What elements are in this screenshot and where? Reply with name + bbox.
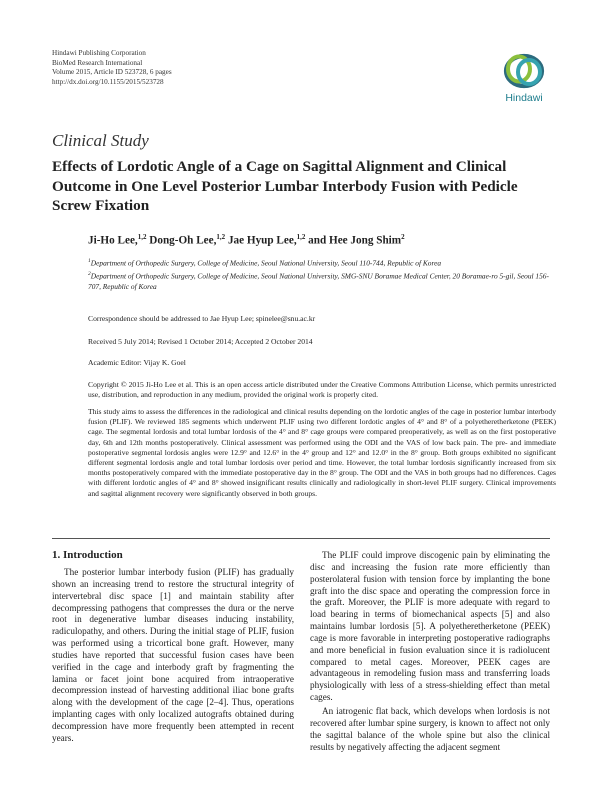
- paragraph: The posterior lumbar interbody fusion (PLIF) has gradually shown an increasing trend to restore the structural integrity of intervertebral disc space [1] and maintain stability after decompressing pathogens that compresses the dura or the nerve root in degenerative lumbar diseases inducing instability, radiculopathy, and others. During the initial stage of PLIF, fusion was performed using a tricortical bone graft. However, many studies have reported that successful fusion cases have been verified in the cage and interbody graft by fragmenting the lamina or facet joint bone acquired from intraoperative decompression instead of harvesting additional iliac bone grafts along with the development of the cage [2–4]. Thus, operations implanting cages with only localized autografts obtained during decompression have more frequently been attempted in recent years.: [52, 567, 294, 743]
- affiliation-text: Department of Orthopedic Surgery, College of Medicine, Seoul National University, SMG-SNU Boramae Medical Center, 20 Boramae-ro 5-gil, Seoul 156-707, Republic of Korea: [88, 271, 549, 292]
- author-name: Jae Hyup Lee,: [227, 234, 297, 247]
- affiliation-sup: 1: [88, 258, 91, 264]
- article-title: Effects of Lordotic Angle of a Cage on Sagittal Alignment and Clinical Outcome in One Level Posterior Lumbar Interbody Fusion with Pedicle Screw Fixation: [52, 158, 518, 214]
- author-affil-sup: 1,2: [137, 233, 147, 241]
- logo-text: Hindawi: [505, 92, 543, 104]
- affiliation-sup: 2: [88, 271, 91, 278]
- author-name: Dong-Oh Lee,: [149, 234, 217, 247]
- affiliation-2: [88, 269, 558, 293]
- article-type: Clinical Study: [52, 131, 149, 150]
- author-name: and Hee Jong Shim: [308, 234, 402, 247]
- author-affil-sup: 2: [401, 233, 405, 241]
- section-divider: [52, 538, 550, 539]
- right-column: [310, 550, 550, 753]
- journal-name: BioMed Research International: [52, 58, 143, 67]
- volume-info: Volume 2015, Article ID 523728, 6 pages: [52, 68, 172, 77]
- left-column: [52, 567, 294, 745]
- affiliations: [88, 256, 558, 293]
- paragraph: An iatrogenic flat back, which develops when lordosis is not recovered after lumbar spine surgery, is known to affect not only the sagittal balance of the whole spine but also the clinical results by negatively affecting the adjacent segment: [310, 705, 550, 752]
- author-affil-sup: 1,2: [296, 233, 306, 241]
- affiliation-text: Department of Orthopedic Surgery, College of Medicine, Seoul National University, Seoul 110-744, Republic of Korea: [90, 258, 442, 268]
- abstract: This study aims to assess the differences in the radiological and clinical results depending on the lordotic angles of the cage in posterior lumbar interbody fusion (PLIF). We reviewed 185 segments which underwent PLIF using two different lordotic angles of 4° and 8° of a polyetheretherketone (PEEK) cage. The segmental lordosis and total lumbar lordosis of the 4° and 8° cage groups were compared preoperatively, as well as on the first postoperative day, 6th and 12th months postoperatively. Clinical assessment was performed using the ODI and the VAS of low back pain. The pre- and immediate postoperative segmental lordosis angles were 12.9° and 12.6° in the 4° group and 12° and 12.0° in the 8° group. Both groups exhibited no significant different segmental lordosis angle and total lumbar lordosis over period and time. However, the total lumbar lordosis significantly increased from six months postoperatively compared with the immediate postoperative day in the 8° group. The ODI and the VAS in both groups had no differences. Cages with different lordotic angles of 4° and 8° showed insignificant results clinically and radiologically in short-level PLIF surgery. Clinical improvements and sagittal alignment recovery were significantly observed in both groups.: [88, 407, 556, 498]
- correspondence: Correspondence should be addressed to Jae Hyup Lee; spinelee@snu.ac.kr: [88, 314, 316, 323]
- academic-editor: Academic Editor: Vijay K. Goel: [88, 358, 186, 367]
- section-heading: 1. Introduction: [52, 549, 123, 561]
- journal-header: [52, 49, 172, 87]
- author-name: Ji-Ho Lee,: [88, 234, 138, 247]
- doi-link[interactable]: http://dx.doi.org/10.1155/2015/523728: [52, 77, 164, 86]
- paragraph: The PLIF could improve discogenic pain by eliminating the disc and increasing the fusion rate more efficiently than posterolateral fusion with tension force by implanting the bone graft into the disc space and operating the compression force in the graft. Moreover, the PLIF is more adequate with regard to load bearing in terms of biomechanical aspects [5] and also maintains lumbar lordosis [5]. A polyetheretherketone (PEEK) cage is more favorable in interpreting postoperative radiographs and more beneficial in fusion evaluation since it is radiolucent compared to metal cages. Moreover, PEEK cages are advantageous in remodeling fusion mass and transferring loads physiologically with less of a stress-shielding effect than metal cages.: [310, 550, 550, 703]
- affiliation-1: [88, 256, 558, 269]
- copyright-notice: Copyright © 2015 Ji-Ho Lee et al. This is an open access article distributed under the Creative Commons Attribution License, which permits unrestricted use, distribution, and reproduction in any medium, provided the original work is properly cited.: [88, 380, 556, 400]
- author-list: [88, 233, 405, 247]
- article-dates: Received 5 July 2014; Revised 1 October 2014; Accepted 2 October 2014: [88, 337, 313, 346]
- hindawi-rings-icon: [498, 47, 550, 91]
- hindawi-logo: [498, 47, 550, 109]
- publisher-name: Hindawi Publishing Corporation: [52, 49, 146, 57]
- author-affil-sup: 1,2: [216, 233, 226, 241]
